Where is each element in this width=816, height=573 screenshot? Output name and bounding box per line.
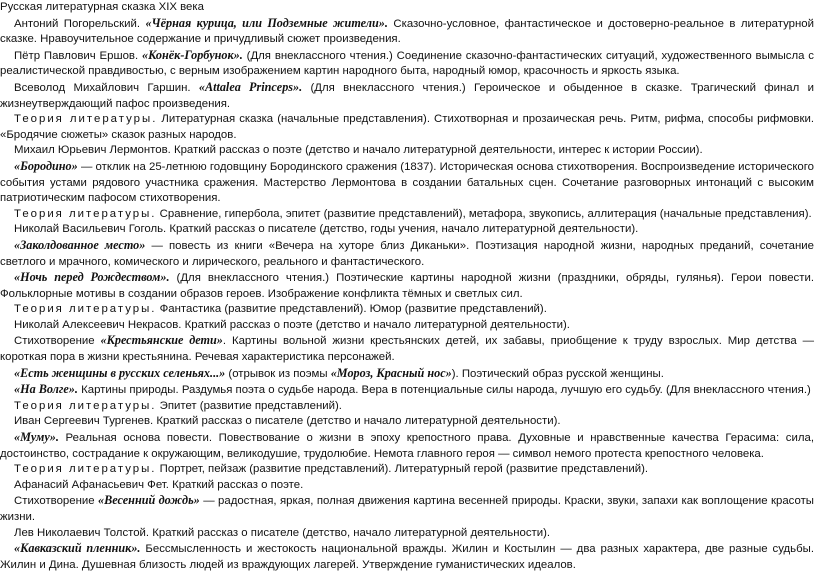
paragraph-text: Сказочно-условное, фантастическое и достоверно-реальное в литературной сказке. Нравоучительное содержание и причудливый сюжет произведения. — [0, 17, 814, 46]
theory-label: Теория литературы. — [14, 463, 157, 476]
theory-label: Теория литературы. — [14, 207, 157, 220]
paragraph-fet — [0, 478, 814, 494]
paragraph-text: ). Поэтический образ русской женщины. — [451, 367, 664, 380]
paragraph-text: Бессмысленность и жестокость национальной вражды. Жилин и Костылин — два разных характера, две разные судьбы. Жилин и Дина. Душевная близость людей из враждующих лагерей. Утверждение гуманистических идеалов. — [0, 543, 814, 571]
paragraph-text: Фантастика (развитие представлений). Юмор (развитие представлений). — [156, 303, 547, 316]
theory-label: Теория литературы. — [14, 399, 157, 412]
paragraph-text: — повесть из книги «Вечера на хуторе близ Диканьки». Поэтизация народной жизни, народных преданий, сочетание светлого и мрачного, комического и лирического, реального и фантастического. — [0, 239, 814, 268]
paragraph-text: Николай Алексеевич Некрасов. Краткий рассказ о поэте (детство и начало литературной деятельности). — [14, 318, 570, 331]
paragraph-text: Картины природы. Раздумья поэта о судьбе народа. Вера в потенциальные силы народа, лучшую его судьбу. (Для внеклассного чтения.) — [77, 384, 811, 397]
paragraph-theory-5 — [0, 462, 814, 478]
paragraph-noch — [0, 270, 814, 302]
document-title: Русская литературная сказка XIX века — [0, 1, 204, 13]
paragraph-theory-1 — [0, 112, 814, 143]
work-title: «Мороз, Красный нос» — [330, 365, 452, 380]
paragraph-text: Стихотворение — [14, 335, 101, 348]
work-title: «Весенний дождь» — [98, 493, 200, 508]
paragraph-borodino — [0, 159, 814, 207]
paragraph-mumu — [0, 430, 814, 462]
paragraph-vesenniy-dozhd — [0, 493, 814, 525]
paragraph-krestyanskie-deti — [0, 333, 814, 365]
paragraph-text: Сравнение, гипербола, эпитет (развитие представлений), метафора, звукопись, аллитерация (начальные представления). — [156, 207, 812, 220]
paragraph-pogorelsky — [0, 16, 814, 48]
paragraph-na-volge — [0, 382, 814, 399]
paragraph-text: Портрет, пейзаж (развитие представлений). Литературный герой (развитие представлений). — [156, 463, 649, 476]
paragraph-text: Лев Николаевич Толстой. Краткий рассказ о писателе (детство, начало литературной деятельности). — [14, 526, 551, 539]
paragraph-text: Стихотворение — [14, 495, 99, 508]
paragraph-text: . Картины вольной жизни крестьянских детей, их забавы, приобщение к труду взрослых. Мир детства — короткая пора в жизни крестьянина. Речевая характеристика персонажей. — [0, 335, 814, 364]
paragraph-text: — радостная, яркая, полная движения картина весенней природы. Краски, звуки, запахи как воплощение красоты жизни. — [0, 495, 814, 523]
work-title: «Attalea Princeps». — [198, 79, 303, 94]
author-name: Антоний Погорельский. — [14, 17, 146, 30]
work-title: «Ночь перед Рождеством». — [14, 270, 170, 285]
work-title: «Конёк-Горбунок». — [141, 47, 243, 62]
paragraph-text: (Для внеклассного чтения.) Поэтические картины народной жизни (праздники, обряды, гулянья). Герои повести. Фольклорные мотивы в создании образов героев. Изображение конфликта тёмных и светлых сил. — [0, 272, 814, 300]
paragraph-text: Литературная сказка (начальные представления). Стихотворная и прозаическая речь. Ритм, рифма, способы рифмовки. «Бродячие сюжеты» сказок разных народов. — [0, 113, 814, 141]
work-title: «Крестьянские дети» — [100, 333, 223, 348]
paragraph-est-zhenshchiny — [0, 366, 814, 383]
paragraph-text: Михаил Юрьевич Лермонтов. Краткий рассказ о поэте (детство и начало литературной деятельности, интерес к истории России). — [14, 144, 703, 157]
paragraph-tolstoy — [0, 526, 814, 542]
paragraph-text: Реальная основа повести. Повествование о жизни в эпоху крепостного права. Духовные и нравственные качества Герасима: сила, достоинство, сострадание к окружающим, великодушие, трудолюбие. Немота главного героя — символ немого протеста крепостного человека. — [0, 432, 814, 460]
work-title: «На Волге». — [14, 382, 78, 397]
work-title: «Муму». — [14, 430, 59, 445]
work-title: «Бородино» — [14, 158, 78, 173]
paragraph-theory-3 — [0, 302, 814, 318]
work-title: «Чёрная курица, или Подземные жители». — [145, 15, 388, 30]
paragraph-text: (Для внеклассного чтения.) Героическое и обыденное в сказке. Трагический финал и жизнеутверждающий пафос произведения. — [0, 81, 814, 110]
paragraph-text: (отрывок из поэмы — [225, 367, 331, 380]
paragraph-garshin — [0, 80, 814, 112]
paragraph-text: Эпитет (развитие представлений). — [156, 399, 342, 412]
theory-label: Теория литературы. — [14, 303, 157, 316]
paragraph-lermontov — [0, 143, 814, 159]
work-title: «Есть женщины в русских селеньях...» — [14, 365, 226, 380]
work-title: «Кавказский пленник». — [14, 541, 141, 556]
paragraph-text: Афанасий Афанасьевич Фет. Краткий рассказ о поэте. — [14, 478, 304, 491]
paragraph-kavkazskiy-plennik — [0, 541, 814, 573]
paragraph-theory-2 — [0, 207, 814, 223]
work-title: «Заколдованное место» — [14, 237, 146, 252]
author-name: Всеволод Михайлович Гаршин. — [14, 81, 199, 94]
theory-label: Теория литературы. — [14, 113, 158, 126]
author-name: Пётр Павлович Ершов. — [14, 49, 142, 62]
paragraph-turgenev — [0, 414, 814, 430]
paragraph-text: — отклик на 25-летнюю годовщину Бородинского сражения (1837). Историческая основа стихотворения. Воспроизведение исторического события устами рядового участника сражения. Мастерство Лермонтова в создании батальных сцен. Сочетание разговорных интонаций с высоким патриотическим пафосом стихотворения. — [0, 160, 814, 205]
paragraph-text: (Для внеклассного чтения.) Соединение сказочно-фантастических ситуаций, художественного вымысла с реалистической правдивостью, с верным изображением картин народного быта, народный юмор, красочность и яркость языка. — [0, 49, 814, 78]
paragraph-nekrasov — [0, 318, 814, 334]
paragraph-theory-4 — [0, 399, 814, 415]
paragraph-zakoldovannoe — [0, 238, 814, 270]
paragraph-ershov — [0, 48, 814, 80]
paragraph-text: Николай Васильевич Гоголь. Краткий рассказ о писателе (детство, годы учения, начало литературной деятельности). — [14, 223, 639, 236]
paragraph-gogol — [0, 222, 814, 238]
paragraph-text: Иван Сергеевич Тургенев. Краткий рассказ о писателе (детство и начало литературной деятельности). — [14, 415, 561, 428]
